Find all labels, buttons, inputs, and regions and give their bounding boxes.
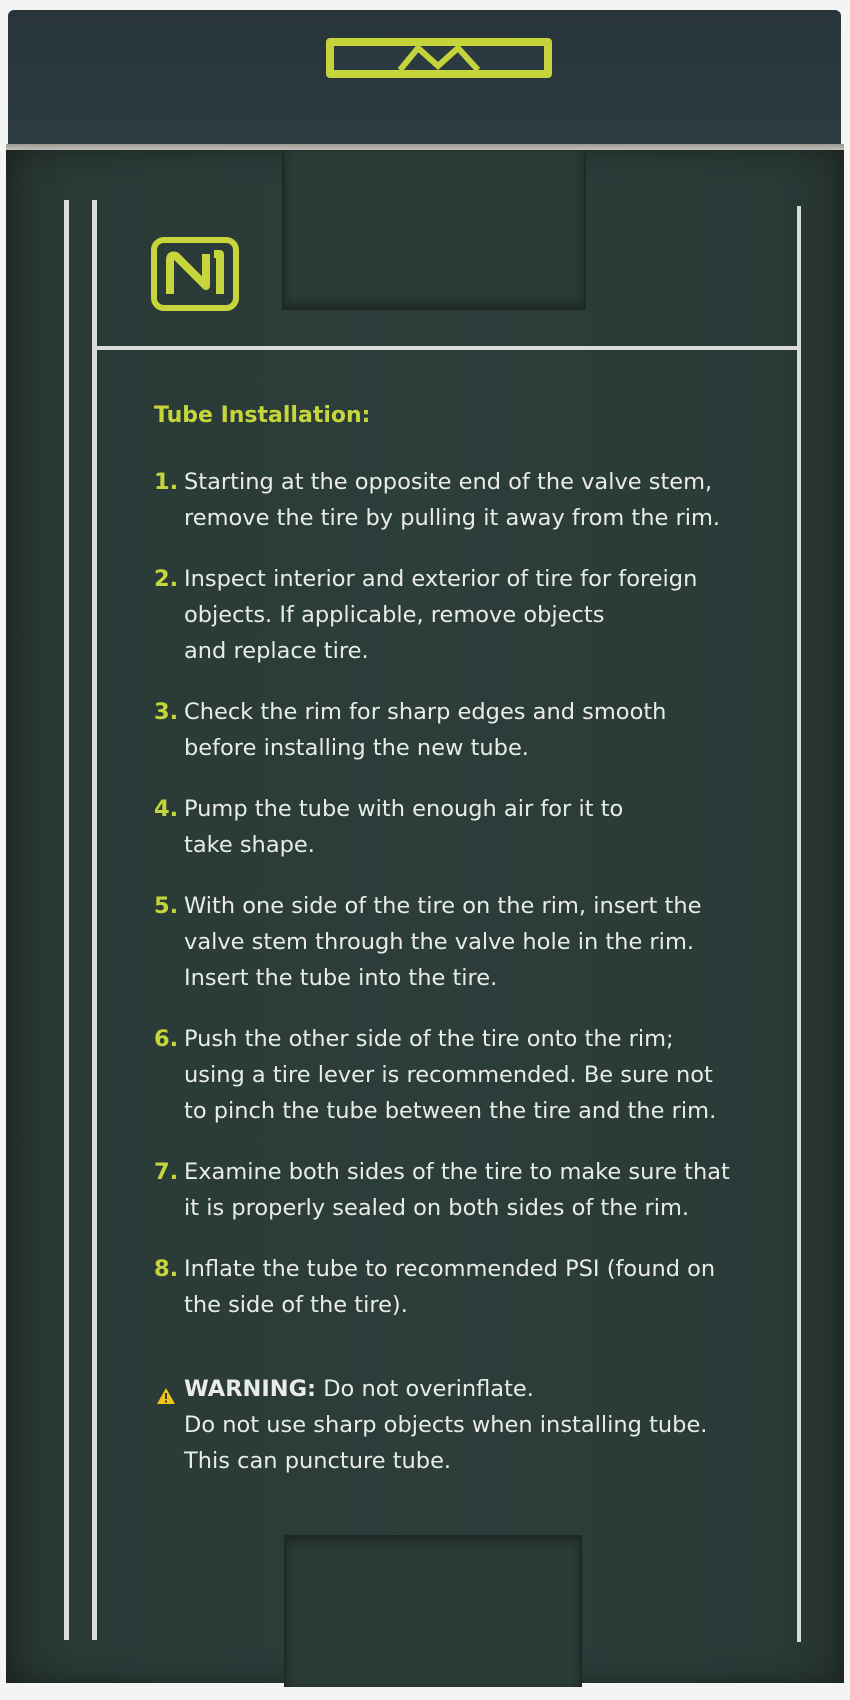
left-stripe-outer bbox=[64, 200, 69, 1640]
box-tuck-tab-top bbox=[282, 150, 586, 310]
instruction-step bbox=[154, 561, 794, 669]
step-number: 1. bbox=[154, 469, 179, 495]
step-text-line: Push the other side of the tire onto the rim; bbox=[184, 1026, 674, 1052]
step-text-line: valve stem through the valve hole in the rim. bbox=[184, 929, 695, 955]
instruction-step bbox=[154, 791, 794, 863]
step-text-line: Inflate the tube to recommended PSI (found on bbox=[184, 1256, 716, 1282]
step-number: 5. bbox=[154, 893, 179, 919]
warning-first-line: Do not overinflate. bbox=[316, 1376, 534, 1402]
step-text-line: Starting at the opposite end of the valve stem, bbox=[184, 469, 713, 495]
step-number: 3. bbox=[154, 699, 179, 725]
brand-logo-top bbox=[326, 38, 552, 78]
installation-instructions bbox=[154, 398, 794, 1479]
instruction-step bbox=[154, 1021, 794, 1129]
instruction-step bbox=[154, 1251, 794, 1323]
step-text-line: using a tire lever is recommended. Be sure not bbox=[184, 1062, 713, 1088]
warning-block bbox=[154, 1371, 794, 1479]
step-text-line: take shape. bbox=[184, 832, 315, 858]
step-text-line: Examine both sides of the tire to make sure that bbox=[184, 1159, 730, 1185]
steps-list bbox=[154, 464, 794, 1323]
instruction-step bbox=[154, 888, 794, 996]
step-number: 4. bbox=[154, 796, 179, 822]
step-text-line: it is properly sealed on both sides of the rim. bbox=[184, 1195, 690, 1221]
step-text-line: Pump the tube with enough air for it to bbox=[184, 796, 624, 822]
instructions-heading: Tube Installation: bbox=[154, 403, 371, 428]
step-text-line: With one side of the tire on the rim, insert the bbox=[184, 893, 702, 919]
horizontal-stripe bbox=[97, 346, 801, 350]
warning-line: Do not use sharp objects when installing tube. bbox=[184, 1412, 708, 1438]
step-text-line: and replace tire. bbox=[184, 638, 369, 664]
left-stripe-inner bbox=[92, 200, 97, 1640]
step-text-line: remove the tire by pulling it away from the rim. bbox=[184, 505, 721, 531]
step-text-line: objects. If applicable, remove objects bbox=[184, 602, 605, 628]
step-number: 2. bbox=[154, 566, 179, 592]
warning-label: WARNING: bbox=[184, 1376, 317, 1402]
box-tuck-tab-bottom bbox=[284, 1535, 582, 1687]
step-text-line: before installing the new tube. bbox=[184, 735, 529, 761]
step-text-line: Inspect interior and exterior of tire for foreign bbox=[184, 566, 698, 592]
instruction-step bbox=[154, 694, 794, 766]
step-text-line: Check the rim for sharp edges and smooth bbox=[184, 699, 667, 725]
step-number: 6. bbox=[154, 1026, 179, 1052]
step-text-line: Insert the tube into the tire. bbox=[184, 965, 498, 991]
instruction-step bbox=[154, 1154, 794, 1226]
step-number: 8. bbox=[154, 1256, 179, 1282]
step-text-line: to pinch the tube between the tire and the rim. bbox=[184, 1098, 717, 1124]
warning-line: This can puncture tube. bbox=[184, 1448, 452, 1474]
right-stripe bbox=[797, 206, 801, 1642]
instruction-step bbox=[154, 464, 794, 536]
step-number: 7. bbox=[154, 1159, 179, 1185]
step-text-line: the side of the tire). bbox=[184, 1292, 408, 1318]
warning-triangle-icon bbox=[156, 1380, 176, 1398]
box-top-flap bbox=[8, 10, 841, 158]
brand-logo-icon bbox=[150, 236, 240, 312]
